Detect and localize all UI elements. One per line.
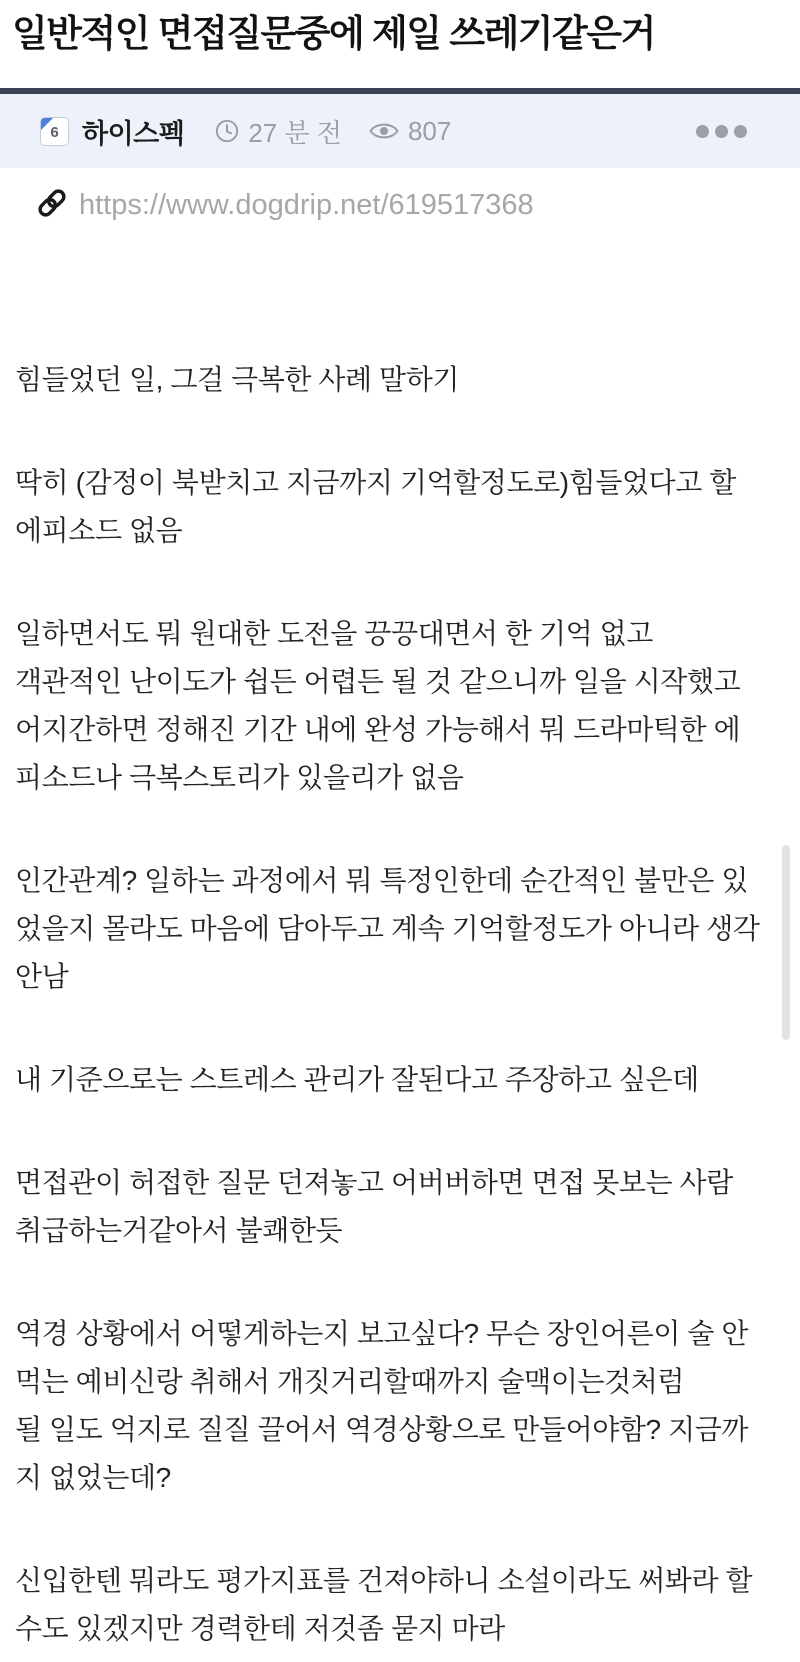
clock-icon [214, 118, 240, 144]
post-header-bar [0, 94, 800, 168]
body-paragraph: 내 기준으로는 스트레스 관리가 잘된다고 주장하고 싶은데 [15, 1064, 699, 1095]
post-body [0, 356, 800, 1653]
body-paragraph: 딱히 (감정이 북받치고 지금까지 기억할정도로)힘들었다고 할 에피소드 없음 [15, 467, 736, 546]
ellipsis-dot [696, 125, 709, 138]
view-count [368, 116, 451, 147]
link-icon [35, 186, 69, 225]
post-time [214, 113, 342, 150]
ellipsis-dot [734, 125, 747, 138]
source-url-link[interactable]: https://www.dogdrip.net/619517368 [79, 188, 534, 221]
page-title: 일반적인 면접질문중에 제일 쓰레기같은거 [12, 13, 655, 54]
ellipsis-menu-button[interactable] [696, 125, 747, 138]
scrollbar-thumb[interactable] [782, 845, 790, 1040]
view-count-label: 807 [407, 115, 452, 146]
body-paragraph: 역경 상황에서 어떻게하는지 보고싶다? 무슨 장인어른이 술 안 먹는 예비신랑 취해서 개짓거리할때까지 술맥이는것처럼 될 일도 억지로 질질 끌어서 역경상황으로 만들어야함? 지금까 지 없었는데? [15, 1318, 749, 1493]
time-ago-label: 27 분 전 [248, 117, 342, 148]
body-paragraph: 신입한텐 뭐라도 평가지표를 건져야하니 소설이라도 써봐라 할 수도 있겠지만 경력한테 저것좀 묻지 마라 [15, 1565, 753, 1644]
author-name[interactable]: 하이스펙 [82, 118, 185, 149]
body-paragraph: 면접관이 허접한 질문 던져놓고 어버버하면 면접 못보는 사람 취급하는거같아서 불쾌한듯 [15, 1167, 733, 1246]
body-paragraph: 힘들었던 일, 그걸 극복한 사례 말하기 [15, 364, 459, 395]
body-paragraph: 인간관계? 일하는 과정에서 뭐 특정인한데 순간적인 불만은 있 었을지 몰라도 마음에 담아두고 계속 기억할정도가 아니라 생각 안남 [15, 865, 760, 992]
ellipsis-dot [715, 125, 728, 138]
level-badge-icon [40, 117, 69, 146]
source-link-row [0, 182, 800, 228]
body-paragraph: 일하면서도 뭐 원대한 도전을 끙끙대면서 한 기억 없고 객관적인 난이도가 쉽든 어렵든 될 것 같으니까 일을 시작했고 어지간하면 정해진 기간 내에 완성 가능해서 뭐 드라마틱한 에 피소드나 극복스토리가 있을리가 없음 [15, 618, 741, 793]
eye-icon [368, 120, 400, 142]
author-level: 6 [50, 123, 59, 141]
